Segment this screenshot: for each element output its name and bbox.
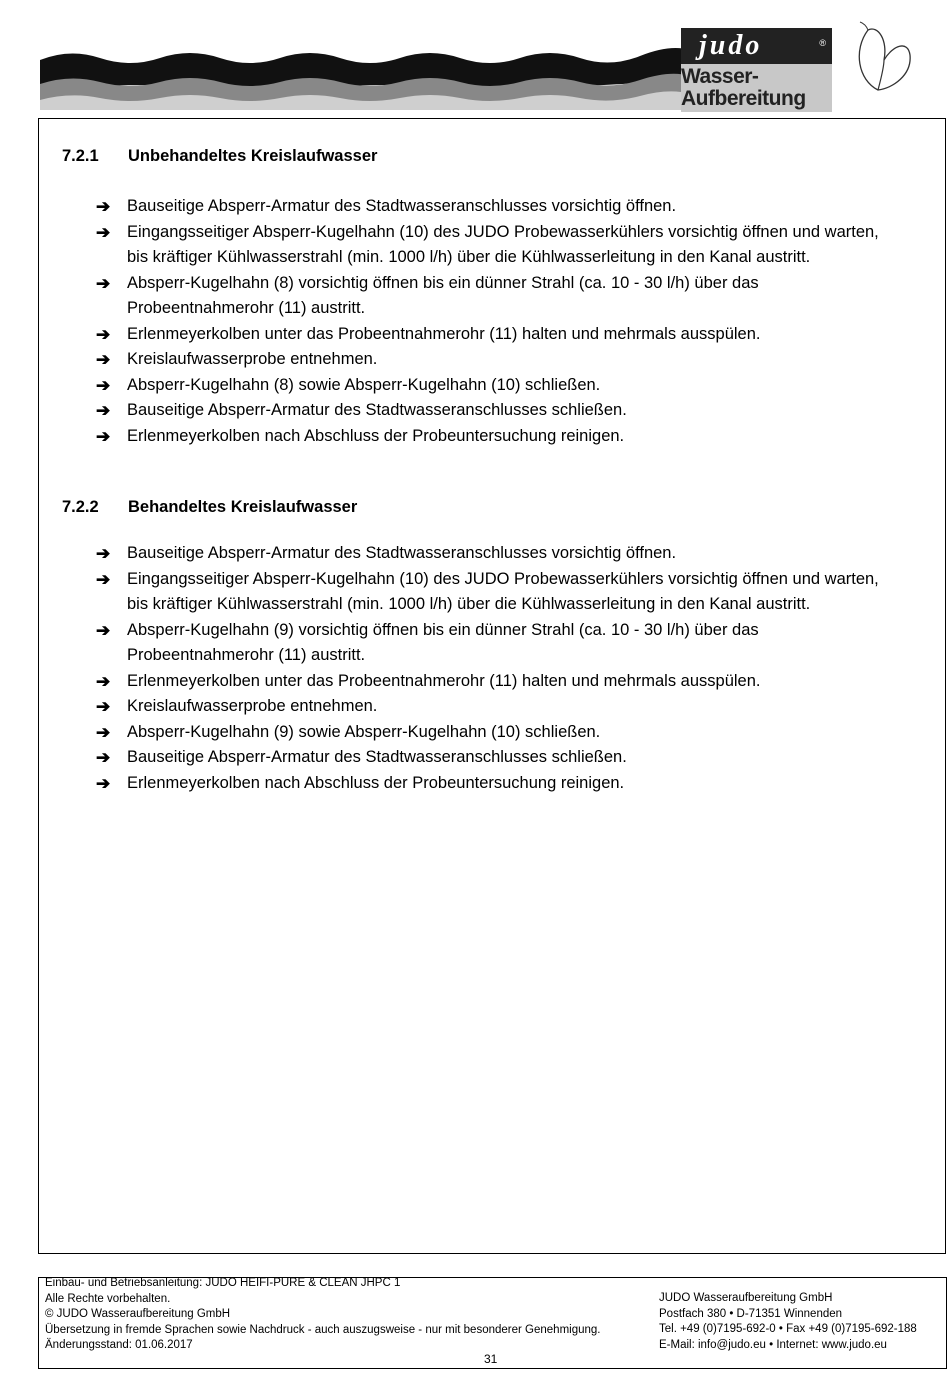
list-item — [96, 373, 887, 399]
step-text: Bauseitige Absperr-Armatur des Stadtwasseranschlusses vorsichtig öffnen. — [127, 544, 677, 562]
step-text: Bauseitige Absperr-Armatur des Stadtwasseranschlusses schließen. — [127, 748, 627, 766]
arrow-right-icon: ➔ — [96, 401, 111, 420]
step-text: Eingangsseitiger Absperr-Kugelhahn (10) des JUDO Probewasserkühlers vorsichtig öffnen und warten, bis kräftiger Kühlwasserstrahl (min. 1000 l/h) über die Kühlwasserleitung in den Kanal austritt. — [127, 222, 879, 266]
step-list-7-2-2 — [96, 541, 887, 796]
arrow-right-icon: ➔ — [96, 569, 111, 589]
page-number: 31 — [484, 1352, 498, 1366]
arrow-right-icon: ➔ — [96, 671, 111, 691]
logo-brand-bar — [681, 28, 832, 64]
section-title: Unbehandeltes Kreislaufwasser — [128, 147, 378, 165]
list-item — [96, 398, 887, 424]
list-item — [96, 771, 887, 797]
list-item — [96, 669, 887, 695]
step-text: Absperr-Kugelhahn (8) sowie Absperr-Kugelhahn (10) schließen. — [127, 375, 601, 394]
arrow-right-icon: ➔ — [96, 697, 111, 716]
footer-company: JUDO Wasseraufbereitung GmbH — [659, 1292, 833, 1304]
list-item — [96, 567, 887, 618]
step-text: Erlenmeyerkolben unter das Probeentnahmerohr (11) halten und mehrmals ausspülen. — [127, 671, 761, 690]
step-list-7-2-1 — [96, 194, 887, 449]
arrow-right-icon: ➔ — [96, 350, 111, 369]
butterfly-icon — [848, 20, 918, 100]
list-item — [96, 194, 887, 220]
arrow-right-icon: ➔ — [96, 722, 111, 742]
arrow-right-icon: ➔ — [96, 273, 111, 293]
arrow-right-icon: ➔ — [96, 222, 111, 242]
footer-email-web: E-Mail: info@judo.eu • Internet: www.judo.eu — [659, 1338, 887, 1351]
footer-right — [659, 1291, 917, 1353]
logo-line-1: Wasser- — [681, 65, 759, 88]
footer-copyright: © JUDO Wasseraufbereitung GmbH — [45, 1308, 231, 1321]
list-item — [96, 322, 887, 348]
list-item — [96, 347, 887, 373]
arrow-right-icon: ➔ — [96, 620, 111, 640]
step-text: Absperr-Kugelhahn (9) sowie Absperr-Kugelhahn (10) schließen. — [127, 722, 601, 741]
step-text: Erlenmeyerkolben unter das Probeentnahmerohr (11) halten und mehrmals ausspülen. — [127, 324, 761, 343]
list-item — [96, 220, 887, 271]
logo-registered-mark: ® — [819, 38, 826, 48]
list-item — [96, 618, 887, 669]
judo-logo — [681, 28, 832, 112]
step-text: Bauseitige Absperr-Armatur des Stadtwasseranschlusses vorsichtig öffnen. — [127, 197, 677, 215]
arrow-right-icon: ➔ — [96, 748, 111, 767]
arrow-right-icon: ➔ — [96, 773, 111, 793]
step-text: Bauseitige Absperr-Armatur des Stadtwasseranschlusses schließen. — [127, 401, 627, 419]
step-text: Absperr-Kugelhahn (9) vorsichtig öffnen bis ein dünner Strahl (ca. 10 - 30 l/h) über das Probeentnahmerohr (11) austritt. — [127, 620, 759, 664]
step-text: Erlenmeyerkolben nach Abschluss der Probeuntersuchung reinigen. — [127, 426, 625, 445]
section-title: Behandeltes Kreislaufwasser — [128, 498, 358, 516]
logo-line-2: Aufbereitung — [681, 87, 806, 110]
list-item — [96, 271, 887, 322]
step-text: Kreislaufwasserprobe entnehmen. — [127, 350, 378, 368]
step-text: Kreislaufwasserprobe entnehmen. — [127, 697, 378, 715]
list-item — [96, 745, 887, 771]
arrow-right-icon: ➔ — [96, 197, 111, 216]
logo-brand: judo — [699, 30, 763, 61]
footer-phone-fax: Tel. +49 (0)7195-692-0 • Fax +49 (0)7195-692-188 — [659, 1323, 917, 1336]
footer-translation-note: Übersetzung in fremde Sprachen sowie Nachdruck - auch auszugsweise - nur mit besonderer Genehmigung. — [45, 1323, 601, 1336]
arrow-right-icon: ➔ — [96, 324, 111, 344]
list-item — [96, 424, 887, 450]
list-item — [96, 541, 887, 567]
section-heading-7-2-2 — [62, 498, 357, 517]
list-item — [96, 694, 887, 720]
section-number: 7.2.1 — [62, 147, 99, 165]
step-text: Absperr-Kugelhahn (8) vorsichtig öffnen bis ein dünner Strahl (ca. 10 - 30 l/h) über das Probeentnahmerohr (11) austritt. — [127, 273, 759, 317]
arrow-right-icon: ➔ — [96, 426, 111, 446]
footer-left — [45, 1276, 600, 1354]
section-number: 7.2.2 — [62, 498, 99, 516]
arrow-right-icon: ➔ — [96, 375, 111, 395]
footer-revision-date: Änderungsstand: 01.06.2017 — [45, 1339, 193, 1352]
footer-manual-title: Einbau- und Betriebsanleitung: JUDO HEIFI-PURE & CLEAN JHPC 1 — [45, 1277, 401, 1289]
footer-rights: Alle Rechte vorbehalten. — [45, 1292, 171, 1305]
list-item — [96, 720, 887, 746]
arrow-right-icon: ➔ — [96, 544, 111, 563]
page-header — [0, 0, 950, 118]
step-text: Eingangsseitiger Absperr-Kugelhahn (10) des JUDO Probewasserkühlers vorsichtig öffnen und warten, bis kräftiger Kühlwasserstrahl (min. 1000 l/h) über die Kühlwasserleitung in den Kanal austritt. — [127, 569, 879, 613]
footer-postal-address: Postfach 380 • D-71351 Winnenden — [659, 1307, 843, 1320]
section-heading-7-2-1 — [62, 147, 377, 166]
step-text: Erlenmeyerkolben nach Abschluss der Probeuntersuchung reinigen. — [127, 773, 625, 792]
